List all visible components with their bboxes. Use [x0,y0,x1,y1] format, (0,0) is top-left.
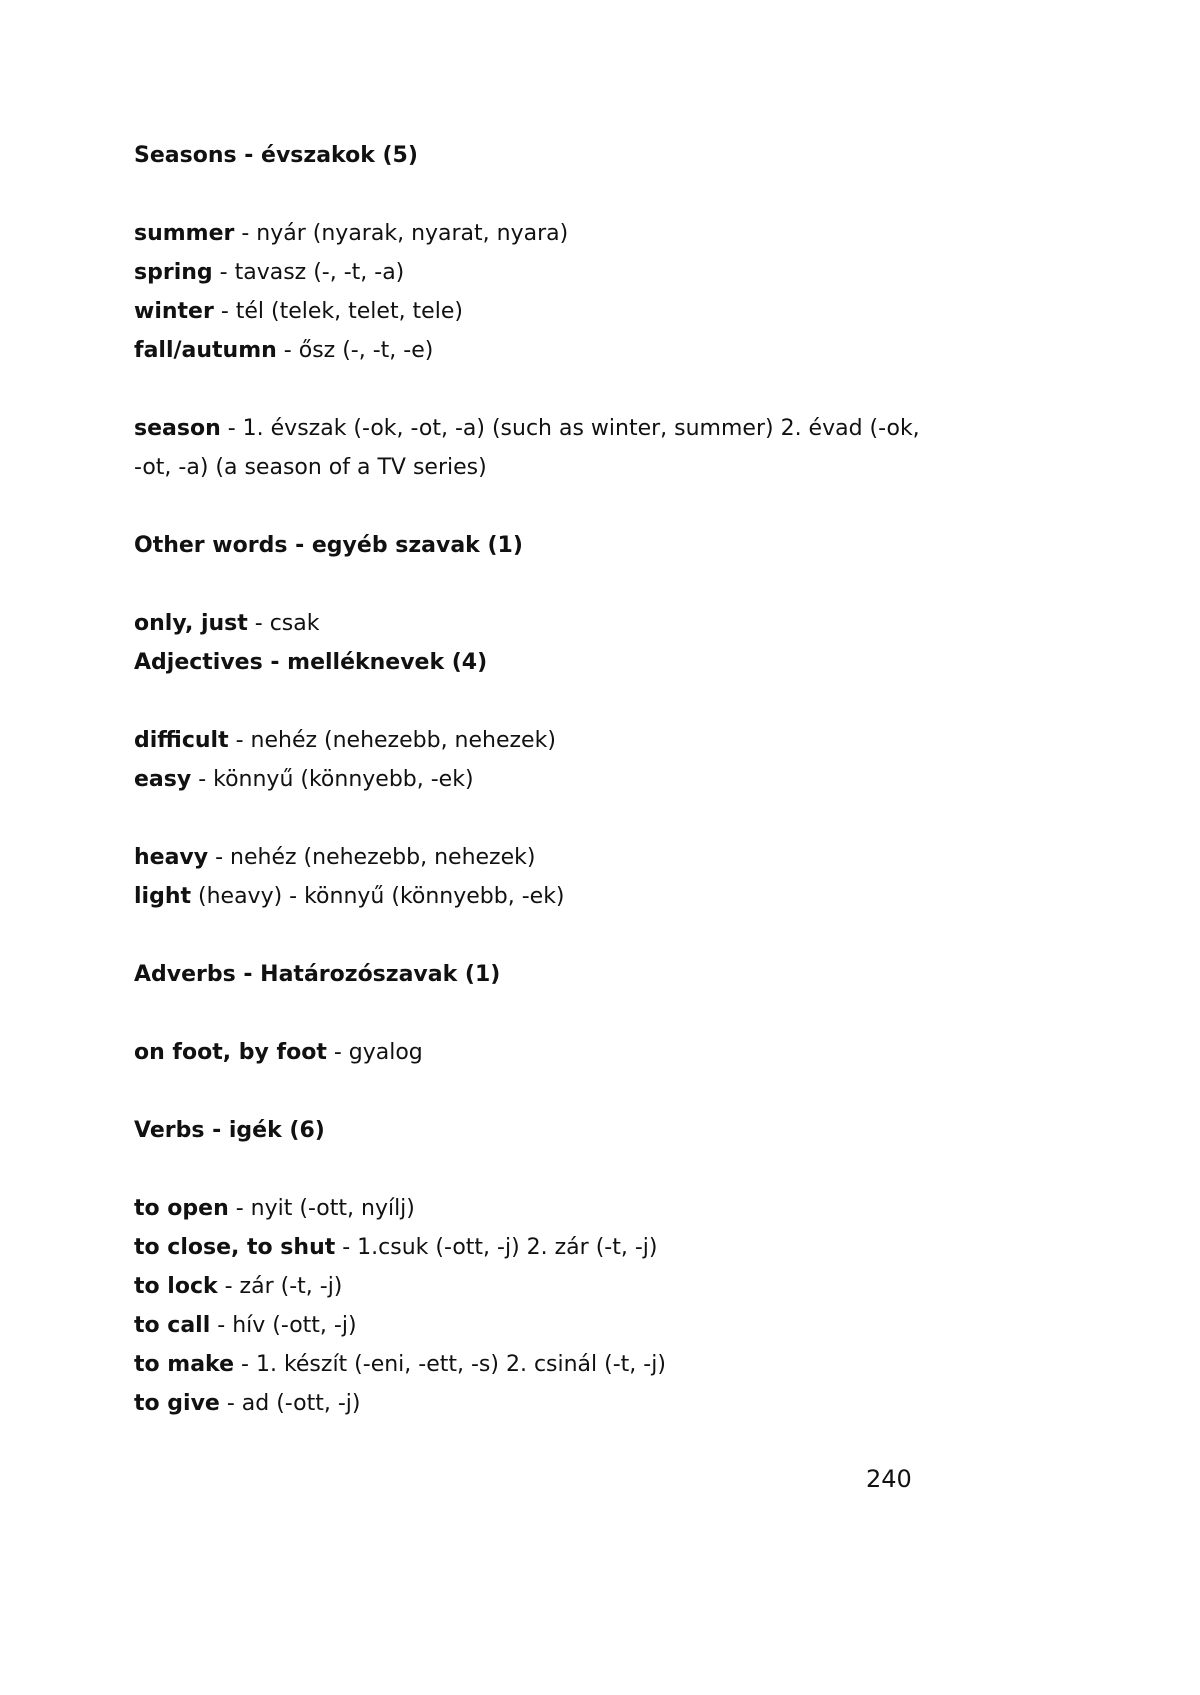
spacer [134,916,934,955]
section-heading-adjectives: Adjectives - melléknevek (4) [134,650,488,675]
vocab-entry-to-close [134,1228,934,1267]
vocab-term: light [134,884,192,909]
vocab-definition: (heavy) - könnyű (könnyebb, -ek) [191,884,565,909]
vocab-entry-easy [134,760,934,799]
vocab-term: on foot, by foot [134,1040,327,1065]
vocab-term: to make [134,1352,235,1377]
vocab-definition: - 1.csuk (-ott, -j) 2. zár (-t, -j) [335,1235,658,1260]
vocab-definition: - könnyű (könnyebb, -ek) [191,767,474,792]
vocabulary-list [134,136,934,1423]
vocab-term: season [134,416,221,441]
spacer [134,565,934,604]
vocab-term: easy [134,767,192,792]
vocab-entry-fall-autumn [134,331,934,370]
spacer [134,175,934,214]
vocab-definition: - tavasz (-, -t, -a) [212,260,405,285]
vocab-term: spring [134,260,213,285]
vocab-term: summer [134,221,235,246]
vocab-term: to close, to shut [134,1235,336,1260]
spacer [134,1150,934,1189]
spacer [134,370,934,409]
vocab-term: heavy [134,845,209,870]
vocab-term: only, just [134,611,248,636]
section-heading-verbs: Verbs - igék (6) [134,1118,325,1143]
vocab-entry-to-open [134,1189,934,1228]
vocab-definition: - ősz (-, -t, -e) [276,338,434,363]
page-number: 240 [866,1465,912,1493]
vocab-definition: - nehéz (nehezebb, nehezek) [208,845,536,870]
vocab-entry-heavy [134,838,934,877]
vocab-definition: - nyit (-ott, nyílj) [228,1196,415,1221]
vocab-entry-season [134,409,934,487]
vocab-entry-difficult [134,721,934,760]
vocab-definition: - ad (-ott, -j) [219,1391,361,1416]
vocab-term: fall/autumn [134,338,277,363]
vocab-entry-winter [134,292,934,331]
vocab-entry-only-just [134,604,934,643]
vocab-term: difficult [134,728,229,753]
vocab-term: to open [134,1196,229,1221]
section-heading-seasons: Seasons - évszakok (5) [134,143,418,168]
vocab-definition: - gyalog [326,1040,423,1065]
vocab-definition: - hív (-ott, -j) [210,1313,357,1338]
spacer [134,1072,934,1111]
vocab-entry-to-make [134,1345,934,1384]
vocab-term: to lock [134,1274,218,1299]
vocab-term: to call [134,1313,211,1338]
section-heading-other-words: Other words - egyéb szavak (1) [134,533,523,558]
spacer [134,682,934,721]
vocab-entry-summer [134,214,934,253]
vocab-definition: - nehéz (nehezebb, nehezek) [228,728,556,753]
vocab-entry-to-call [134,1306,934,1345]
spacer [134,487,934,526]
vocab-term: to give [134,1391,220,1416]
vocab-entry-on-foot [134,1033,934,1072]
section-heading-adverbs: Adverbs - Határozószavak (1) [134,962,501,987]
vocab-definition: - zár (-t, -j) [217,1274,343,1299]
spacer [134,799,934,838]
vocab-term: winter [134,299,214,324]
vocab-entry-to-give [134,1384,934,1423]
vocab-definition: - 1. évszak (-ok, -ot, -a) (such as winter, summer) 2. évad (-ok, -ot, -a) (a season of a TV series) [134,416,920,480]
vocab-definition: - tél (telek, telet, tele) [213,299,463,324]
vocab-entry-spring [134,253,934,292]
vocab-entry-to-lock [134,1267,934,1306]
vocab-entry-light [134,877,934,916]
spacer [134,994,934,1033]
vocab-definition: - csak [247,611,320,636]
vocab-definition: - nyár (nyarak, nyarat, nyara) [234,221,569,246]
vocab-definition: - 1. készít (-eni, -ett, -s) 2. csinál (-t, -j) [234,1352,666,1377]
